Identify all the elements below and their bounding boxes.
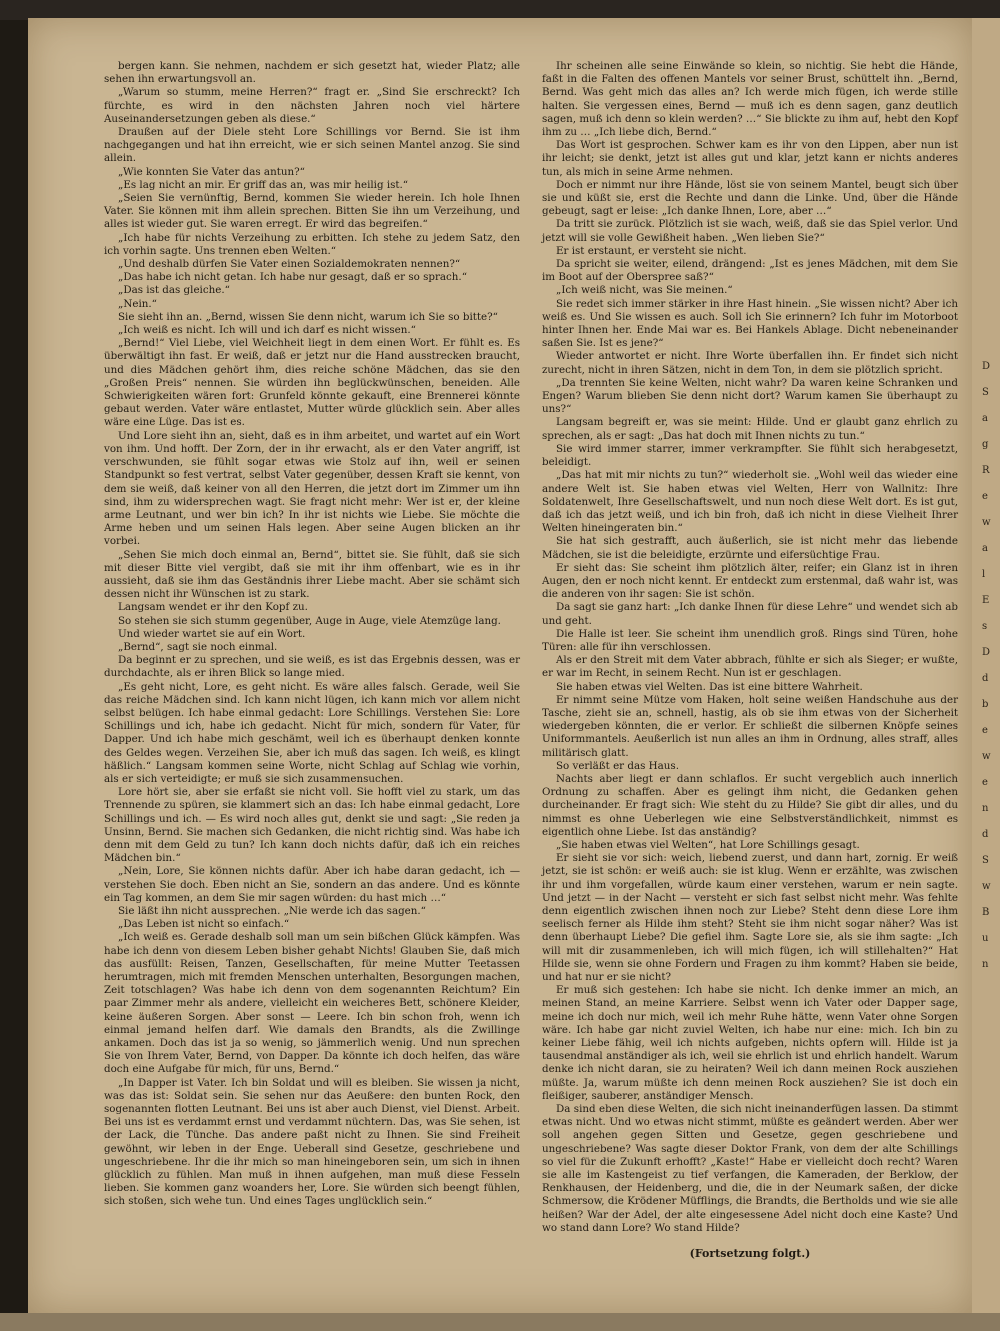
edge-letter: w: [982, 517, 991, 528]
paragraph: Er sieht das: Sie scheint ihm plötzlich älter, reifer; ein Glanz ist in ihren Augen, den er noch nicht kennt. Er entdeckt zum erstenmal, daß wahr ist, was die anderen von ihr sagen: Sie ist schön.: [542, 561, 958, 601]
paragraph: Da tritt sie zurück. Plötzlich ist sie wach, weiß, daß sie das Spiel verlor. Und jetzt will sie volle Gewißheit haben. „Wen lieben Sie?“: [542, 218, 958, 244]
paragraph: bergen kann. Sie nehmen, nachdem er sich gesetzt hat, wieder Platz; alle sehen ihn erwartungsvoll an.: [104, 60, 520, 86]
edge-letter: d: [982, 829, 989, 840]
paragraph: „Sie haben etwas viel Welten“, hat Lore Schillings gesagt.: [556, 838, 860, 851]
paragraph: Da beginnt er zu sprechen, und sie weiß, es ist das Ergebnis dessen, was er durchdachte, als er ihren Blick so lange mied.: [104, 654, 520, 680]
edge-letter: D: [982, 361, 991, 372]
paragraph: Lore hört sie, aber sie erfaßt sie nicht voll. Sie hofft viel zu stark, um das Trennende zu spüren, sie klammert sich an das: Ich habe einmal gedacht, Lore Schillings und ich. — Es wird noch alles gut, denkt sie und sagt: „Sie reden ja Unsinn, Bernd. Sie machen sich Gedanken, die nicht richtig sind. Was habe ich denn mit dem Geld zu tun? Ich kann doch nichts dafür, daß ich ein reiches Mädchen bin.“: [104, 786, 520, 865]
paragraph: „Das ist das gleiche.“: [118, 284, 230, 297]
paragraph: „Das hat mit mir nichts zu tun?“ wiederholt sie. „Wohl weil das wieder eine andere Welt ist. Sie haben etwas viel Welten, Herr von Wallnitz: Ihre Soldatenwelt, Ihre Gesellschaftswelt, und nun noch diese Welt dort. Es ist gut, daß ich das jetzt weiß, und ich bin froh, daß ich nicht in diese Vielheit Ihrer Welten hineingeraten bin.“: [542, 469, 958, 535]
edge-letter: e: [982, 725, 988, 736]
paragraph: „Es geht nicht, Lore, es geht nicht. Es wäre alles falsch. Gerade, weil Sie das reiche Mädchen sind. Ich kann nicht lügen, ich kann mich vor allem nicht selbst belügen. Ich habe einmal gedacht: Lore Schillings. Verstehen Sie: Lore Schillings und ich, habe ich gedacht. Nicht für mich, sondern für Vater, für Dapper. Und ich habe mich geschämt, weil ich es überhaupt denken konnte des Geldes wegen. Verzeihen Sie, aber ich muß das sagen. Ich weiß, es klingt häßlich.“ Langsam kommen seine Worte, nicht Schlag auf Schlag wie vorhin, als er sich verteidigte; er muß sie sich zusammensuchen.: [104, 680, 520, 785]
scan-top-border: [0, 0, 1000, 20]
paragraph: So verläßt er das Haus.: [556, 759, 679, 772]
adjacent-page-letters: [982, 360, 998, 984]
paragraph: So stehen sie sich stumm gegenüber, Auge in Auge, viele Atemzüge lang.: [118, 614, 501, 627]
paragraph: Als er den Streit mit dem Vater abbrach, fühlte er sich als Sieger; er wußte, er war im Recht, in seinem Recht. Nun ist er geschlagen.: [542, 654, 958, 680]
edge-letter: s: [982, 621, 988, 632]
paragraph: „Nein, Lore, Sie können nichts dafür. Aber ich habe daran gedacht, ich — verstehen Sie doch. Eben nicht an Sie, sondern an das andere. Und es könnte ein Tag kommen, an dem Sie mir sagen würden: du hast mich …“: [104, 865, 520, 904]
paragraph: Er sieht sie vor sich: weich, liebend zuerst, und dann hart, zornig. Er weiß jetzt, sie ist schön: er weiß auch: sie ist klug. Wenn er erzählte, was zwischen ihr und ihm vorgefallen, würde kaum einer verstehen, warum er nein sagte. Und jetzt — in der Nacht — versteht er sich fast selbst nicht mehr. Was fehlte denn eigentlich zwischen ihnen noch zur Liebe? Steht denn diese Lore ihm seelisch ferner als Hilde ihm steht? Steht sie ihm nicht sogar näher? Was ist denn überhaupt Liebe? Die gefiel ihm. Sagte Lore sie, als sie ihm sagte: „Ich will mit dir zusammenleben, ich will mich fügen, ich will stillehalten?“ Hat Hilde sie, wenn sie ohne Fordern und Fragen zu ihm kommt? Haben sie beide, und hat nur er sie nicht?: [542, 852, 958, 984]
edge-letter: R: [982, 465, 990, 476]
paragraph: Er ist erstaunt, er versteht sie nicht.: [556, 244, 747, 257]
edge-letter: e: [982, 491, 988, 502]
paragraph: „Warum so stumm, meine Herren?“ fragt er. „Sind Sie erschreckt? Ich fürchte, es wird in den nächsten Jahren noch viel härtere Auseinandersetzungen geben als diese.“: [104, 86, 520, 125]
paragraph: Da spricht sie weiter, eilend, drängend: „Ist es jenes Mädchen, mit dem Sie im Boot auf der Oberspree saß?“: [542, 258, 958, 284]
paragraph: Das Wort ist gesprochen. Schwer kam es ihr von den Lippen, aber nun ist ihr leicht; sie denkt, jetzt ist alles gut und klar, jetzt kann er nichts anderes tun, als mich in seine Arme nehmen.: [542, 139, 958, 178]
paragraph: Draußen auf der Diele steht Lore Schillings vor Bernd. Sie ist ihm nachgegangen und hat ihn erreicht, wie er sich seinen Mantel anzog. Sie sind allein.: [104, 126, 520, 165]
paragraph: Sie redet sich immer stärker in ihre Hast hinein. „Sie wissen nicht? Aber ich weiß es. Und Sie wissen es auch. Soll ich Sie erinnern? Ich fuhr im Motorboot hinter Ihnen her. Ende Mai war es. Bei Hankels Ablage. Dicht nebeneinander saßen Sie. Ist es jene?“: [542, 297, 958, 350]
edge-letter: l: [982, 569, 986, 580]
paragraph: Ihr scheinen alle seine Einwände so klein, so nichtig. Sie hebt die Hände, faßt in die Falten des offenen Mantels vor seiner Brust, schüttelt ihn. „Bernd, Bernd. Was geht mich das alles an? Ich werde mich fügen, ich werde stille halten. Sie vergessen eines, Bernd — muß ich es denn sagen, ganz deutlich sagen, muß ich denn so klein werden? …“ Sie blickte zu ihm auf, hebt den Kopf ihm zu … „Ich liebe dich, Bernd.“: [542, 60, 958, 139]
edge-letter: a: [982, 413, 988, 424]
paragraph: Sie wird immer starrer, immer verkrampfter. Sie fühlt sich herabgesetzt, beleidigt.: [542, 442, 958, 469]
paragraph: Die Halle ist leer. Sie scheint ihm unendlich groß. Rings sind Türen, hohe Türen: alle für ihn verschlossen.: [542, 627, 958, 653]
paragraph: Langsam wendet er ihr den Kopf zu.: [118, 601, 308, 614]
edge-letter: a: [982, 543, 988, 554]
paragraph: Doch er nimmt nur ihre Hände, löst sie von seinem Mantel, beugt sich über sie und küßt sie, erst die Rechte und dann die Linke. Und, über die Hände gebeugt, sagt er leise: „Ich danke Ihnen, Lore, aber …“: [542, 178, 958, 218]
edge-letter: S: [982, 855, 989, 866]
paragraph: „Das Leben ist nicht so einfach.“: [118, 918, 290, 931]
paragraph: Er nimmt seine Mütze vom Haken, holt seine weißen Handschuhe aus der Tasche, zieht sie an, schnell, hastig, als ob sie ihm etwas von der Sicherheit wiedergeben könnten, die er verlor. Er schließt die silbernen Knöpfe seines Uniformmantels. Aeußerlich ist nun alles an ihm in Ordnung, alles straff, alles militärisch glatt.: [542, 693, 958, 759]
paragraph: „Nein.“: [118, 297, 157, 310]
paragraph: „Das habe ich nicht getan. Ich habe nur gesagt, daß er so sprach.“: [118, 271, 467, 284]
edge-letter: n: [982, 803, 989, 814]
continued-note: (Fortsetzung folgt.): [689, 1247, 811, 1261]
paragraph: „Und deshalb dürfen Sie Vater einen Sozialdemokraten nennen?“: [118, 258, 461, 271]
paragraph: „Wie konnten Sie Vater das antun?“: [118, 165, 305, 178]
paragraph: „Ich weiß es. Gerade deshalb soll man um sein bißchen Glück kämpfen. Was habe ich denn von diesem Leben bisher gehabt Nichts! Glauben Sie, daß mich das ausfüllt: Reisen, Tanzen, Gesellschaften, für meine Mutter Teetassen herumtragen, mich mit fremden Menschen unterhalten, Besorgungen machen, Zeit totschlagen? Was habe ich denn von dem sogenannten Reichtum? Ein paar Zimmer mehr als andere, vielleicht ein weicheres Bett, schönere Kleider, keine äußeren Sorgen. Aber sonst — Leere. Ich bin schon froh, wenn ich einmal jemand helfen darf. Wie damals den Brandts, als die Zwillinge ankamen. Doch das ist ja so wenig, so jämmerlich wenig. Und nun sprechen Sie von Ihrem Vater, Bernd, von Dapper. Da könnte ich doch helfen, das wäre doch eine Aufgabe für mich, für uns, Bernd.“: [104, 931, 520, 1076]
paragraph: Da sind eben diese Welten, die sich nicht ineinanderfügen lassen. Da stimmt etwas nicht. Und wo etwas nicht stimmt, müßte es geändert werden. Aber wer soll angehen gegen Sitten und Gesetze, gegen geschriebene und ungeschriebene? Was sagte dieser Doktor Frank, von dem der alte Schillings so viel für die Zukunft erhofft? „Kaste!“ Habe er vielleicht doch recht? Waren sie alle im Kastengeist zu tief verfangen, die Kameraden, der Berklow, der Renkhausen, der Heidenberg, und die, die in der Neumark saßen, der dicke Schmersow, die Krödener Müfflings, die Brandts, die Bertholds und wie sie alle heißen? War der Adel, der alte eingesessene Adel nicht doch eine Kaste? Und wo stand dann Lore? Wo stand Hilde?: [542, 1103, 958, 1234]
paragraph: „Sehen Sie mich doch einmal an, Bernd“, bittet sie. Sie fühlt, daß sie sich mit dieser Bitte viel vergibt, daß sie mit ihr ihm offenbart, wie es in ihr aussieht, daß sie ihm das Geständnis ihrer Liebe macht. Aber sie schämt sich dessen nicht ihr Wünschen ist zu stark.: [104, 548, 520, 601]
edge-letter: E: [982, 595, 990, 606]
edge-letter: d: [982, 673, 989, 684]
edge-letter: u: [982, 933, 989, 944]
edge-letter: S: [982, 387, 989, 398]
paragraph: „In Dapper ist Vater. Ich bin Soldat und will es bleiben. Sie wissen ja nicht, was das ist: Soldat sein. Sie sehen nur das Aeußere: den bunten Rock, den sogenannten flotten Leutnant. Bei uns ist aber auch Dienst, viel Dienst. Arbeit. Bei uns ist es verdammt ernst und verdammt nüchtern. Das, was Sie sehen, ist der Lack, die Tünche. Das andere paßt nicht zu Ihnen. Sie sind Freiheit gewöhnt, wir leben in der Enge. Ueberall sind Gesetze, geschriebene und ungeschriebene. Ihr die ihr mich so man hineingeboren sein, um sich in ihnen glücklich zu fühlen. Man muß in ihnen aufgehen, man muß diese Fesseln lieben. Sie kommen ganz woanders her, Lore. Sie würden sich beengt fühlen, sich stoßen, sich wehe tun. Und eines Tages unglücklich sein.“: [104, 1076, 520, 1208]
scan-bottom-border: [0, 1313, 1000, 1331]
paragraph: „Bernd!“ Viel Liebe, viel Weichheit liegt in dem einen Wort. Er fühlt es. Es überwältigt ihn fast. Er weiß, daß er jetzt nur die Hand ausstrecken braucht, und dies Mädchen gehört ihm, dies reiche schöne Mädchen, das sie den „Großen Preis“ nennen. Sie würden ihn beglückwünschen, beneiden. Alle Schwierigkeiten wären fort: Grunfeld könnte gekauft, eine Brennerei könnte gebaut werden. Vater wäre entlastet, Mutter würde glücklich sein. Aber alles wäre eine Lüge. Das ist es.: [104, 337, 520, 429]
edge-letter: n: [982, 959, 989, 970]
paragraph: Nachts aber liegt er dann schlaflos. Er sucht vergeblich auch innerlich Ordnung zu schaffen. Aber es gelingt ihm nicht, die Gedanken gehen durcheinander. Er fragt sich: Wie steht du zu Hilde? Sie gibt dir alles, und du nimmst es ohne Ueberlegen wie eine Selbstverständlichkeit, nimmst es eigentlich ohne Liebe. Ist das anständig?: [542, 772, 958, 838]
text-column-right: [542, 60, 958, 1260]
edge-letter: g: [982, 439, 989, 450]
paragraph: „Bernd“, sagt sie noch einmal.: [118, 640, 278, 653]
edge-letter: B: [982, 907, 990, 918]
paragraph: Sie hat sich gestrafft, auch äußerlich, sie ist nicht mehr das liebende Mädchen, sie ist die beleidigte, erzürnte und eifersüchtige Frau.: [542, 535, 958, 561]
edge-letter: e: [982, 777, 988, 788]
paragraph: Sie sieht ihn an. „Bernd, wissen Sie denn nicht, warum ich Sie so bitte?“: [118, 310, 498, 323]
paragraph: Und wieder wartet sie auf ein Wort.: [118, 627, 306, 640]
edge-letter: w: [982, 881, 991, 892]
paragraph: „Ich weiß es nicht. Ich will und ich darf es nicht wissen.“: [118, 324, 416, 337]
paragraph: Und Lore sieht ihn an, sieht, daß es in ihm arbeitet, und wartet auf ein Wort von ihm. Und hofft. Der Zorn, der in ihr erwacht, als er den Vater angriff, ist verschwunden, sie fühlt sogar etwas wie Stolz auf ihn, weil er seinen Standpunkt so fest vertrat, selbst Vater gegenüber, dessen Kraft sie kennt, von dem sie weiß, daß keiner von all den Herren, die jetzt dort im Zimmer um ihn sind, ihm zu widersprechen wagt. Sie fragt nicht mehr: Wer ist er, der kleine arme Leutnant, und wer bin ich? In ihr ist nichts wie Liebe. Sie möchte die Arme heben und um seinen Hals legen. Aber seine Augen blicken an ihr vorbei.: [104, 429, 520, 548]
paragraph: „Seien Sie vernünftig, Bernd, kommen Sie wieder herein. Ich hole Ihnen Vater. Sie können mit ihm allein sprechen. Bitten Sie ihn um Verzeihung, und alles ist wieder gut. Sie waren erregt. Er wird das begreifen.“: [104, 192, 520, 231]
paragraph: Langsam begreift er, was sie meint: Hilde. Und er glaubt ganz ehrlich zu sprechen, als er sagt: „Das hat doch mit Ihnen nichts zu tun.“: [542, 416, 958, 442]
paragraph: „Es lag nicht an mir. Er griff das an, was mir heilig ist.“: [118, 178, 409, 191]
edge-letter: b: [982, 699, 989, 710]
edge-letter: w: [982, 751, 991, 762]
paragraph: Wieder antwortet er nicht. Ihre Worte überfallen ihn. Er findet sich nicht zurecht, nicht in ihren Sätzen, nicht in dem Ton, in dem sie plötzlich spricht.: [542, 350, 958, 376]
paragraph: Er muß sich gestehen: Ich habe sie nicht. Ich denke immer an mich, an meinen Stand, an meine Karriere. Selbst wenn ich Vater oder Dapper sage, meine ich doch nur mich, weil ich mehr Ruhe hätte, wenn Vater ohne Sorgen wäre. Ich habe gar nicht zuviel Welten, ich habe nur eine: mich. Ich bin zu keiner Liebe fähig, weil ich nichts aufgeben, nichts opfern will. Hilde ist ja tausendmal anständiger als ich, weil sie ehrlich ist und ehrlich handelt. Warum denke ich nicht daran, sie zu heiraten? Weil ich dann meinen Rock ausziehen müßte. Ja, warum müßte ich denn meinen Rock ausziehen? Sie ist doch ein fleißiger, sauberer, anständiger Mensch.: [542, 984, 958, 1102]
paragraph: „Da trennten Sie keine Welten, nicht wahr? Da waren keine Schranken und Engen? Warum blieben Sie denn nicht dort? Warum kamen Sie überhaupt zu uns?“: [542, 376, 958, 416]
edge-letter: D: [982, 647, 991, 658]
paragraph: Da sagt sie ganz hart: „Ich danke Ihnen für diese Lehre“ und wendet sich ab und geht.: [542, 601, 958, 627]
paragraph: „Ich habe für nichts Verzeihung zu erbitten. Ich stehe zu jedem Satz, den ich vorhin sagte. Uns trennen eben Welten.“: [104, 231, 520, 257]
text-column-left: [104, 60, 520, 1209]
paragraph: Sie haben etwas viel Welten. Das ist eine bittere Wahrheit.: [556, 680, 863, 693]
paragraph: „Ich weiß nicht, was Sie meinen.“: [556, 284, 733, 297]
paragraph: Sie läßt ihn nicht aussprechen. „Nie werde ich das sagen.“: [118, 905, 426, 917]
